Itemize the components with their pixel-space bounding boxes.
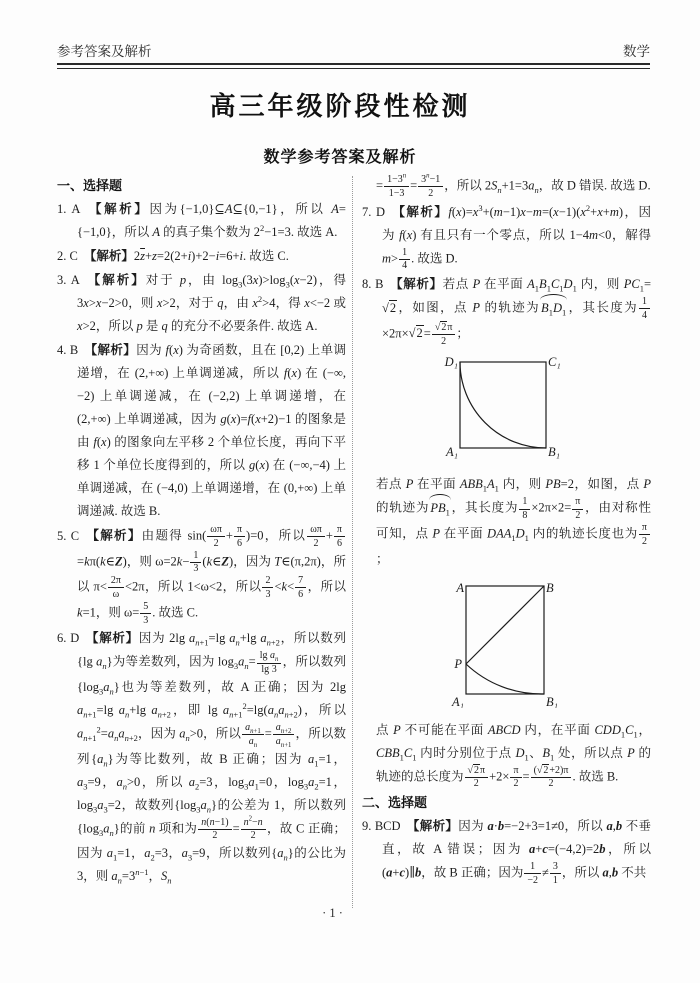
item-number-and-answer: 8. B [362, 277, 384, 292]
answer-item: 1. A 【解析】因为{−1,0}⊆A⊆{0,−1}，所以 A={−1,0}，所以 A 的真子集个数为 $2^2-1=3$. 故选 A. [57, 202, 346, 239]
right-column [362, 174, 651, 888]
answer-item: 9. BCD 【解析】因为 a·b=−2+3=1≠0，所以 a,b 不垂直，故 A 错误；因为 a+c=(−4,2)=2b，所以 (a+c)∥b，故 B 正确；因为 $\frac{1}{-2}$ ≠ $\frac{3}{1}$ ，所以 a,b 不共 [362, 819, 651, 886]
vertex-label: A₁ [445, 445, 458, 460]
answer-item: 8. B 【解析】若点 P 在平面 $A_1B_1C_1D_1$ 内，则 $PC_1=√2$，如图，点 P 的轨迹为$B_1D_1$，其长度为 $\frac{1}{4}$ ×2π×√2= $\frac{√2\pi}{2}$ ； [362, 277, 651, 347]
vertex-label: P [453, 656, 462, 671]
vertex-label: B₁ [545, 694, 558, 708]
vertex-label: B [545, 580, 554, 595]
item-number-and-answer: 9. BCD [362, 819, 401, 834]
item-number-and-answer: 6. D [57, 631, 80, 646]
rectangle-trajectory-diagram [422, 574, 592, 708]
answer-item: 6. D 【解析】因为 2lg $a_{n+1}=\lg$ $a_n+\lg$ $a_{n+2}$，所以数列{lg $a_n$}为等差数列，因为 $\log_3a_n=$ $\frac{\lg a_n}{\lg 3}$ ，所以数列$\{\log_3a_n\}$也为等差数列，故 A 正确；因为 2lg $a_{n+1}=\lg$ $a_n+\lg$ $a_{n+2}$，即 $\lg a_{n+1}^2=\lg(a_na_{n+2})$，所以 $a_{n+1}^2=a_na_{n+2}$，因为 $a_n>0$，所以 $\frac{a_{n+1}}{a_n}$ = $\frac{a_{n+2}}{a_{n+1}}$ ，所以数列$\{a_n\}$为等比数列，故 B 正确；因为 $a_1=1$，$a_3=9$，$a_n>0$，所以 $a_2=3$，$\log_3a_1=0$，$\log_3a_2=1$，$\log_3a_3=2$，故数列$\{\log_3a_n\}$的公差为 1，所以数列$\{\log_3a_n\}$的前 n 项和为 $\frac{n(n-1)}{2}$ = $\frac{n^2-n}{2}$ ，故 C 正确；因为 $a_1=1$，$a_2=3$，$a_3=9$，所以数列$\{a_n\}$的公比为 3，则 $a_n=3^{n-1}$，$S_n$ [57, 631, 347, 886]
vertex-label: A₁ [451, 694, 464, 708]
vertex-label: D₁ [444, 355, 458, 370]
section-heading: 二、选择题 [362, 795, 428, 811]
answer-item: 3. A 【解析】对于 p，由 $\log_3(3x)>\log_3(x-2)$，得 3x>x−2>0，则 x>2，对于 q，由 $x^2>4$，得 x<−2 或 x>2，所以 p 是 q 的充分不必要条件. 故选 A. [57, 273, 346, 333]
item-number-and-answer: 3. A [57, 273, 80, 287]
item-number-and-answer: 4. B [57, 343, 79, 357]
header-right-text: 数学 [623, 44, 650, 59]
vertex-label: B₁ [547, 445, 560, 460]
figure-block [362, 350, 651, 470]
answer-item: 4. B 【解析】因为 f(x) 为奇函数，且在 [0,2) 上单调递增，在 (2,+∞) 上单调递减，所以 f(x) 在 (−∞,−2) 上单调递减，在 (−2,2) 上单调递增，在 (2,+∞) 上单调递减，因为 g(x)=f(x+2)−1 的图象是由 f(x) 的图象向左平移 2 个单位长度，再向下平移 1 个单位长度得到的，所以 g(x) 在 (−∞,−4) 上单调递减，在 (−4,0) 上单调递增，在 (0,+∞) 上单调递减. 故选 B. [57, 343, 346, 518]
square-trajectory-diagram [422, 350, 592, 462]
item-number-and-answer: 1. A [57, 202, 81, 216]
answer-item: 7. D 【解析】$f(x)=x^3+(m-1)x-m=(x-1)(x^2+x+m)$，因为 f(x) 有且只有一个零点，所以 1−4m<0，解得 m> $\frac{1}{4}$ . 故选 D. [362, 202, 651, 272]
trajectory-arc [466, 586, 544, 664]
item-number-and-answer: 7. D [362, 204, 385, 219]
column-divider [352, 176, 353, 908]
vertex-label: A [455, 580, 464, 595]
answer-item: 2. C 【解析】$2\overline{z}+z=2(2+i)+2-i=6+i$. 故选 C. [57, 249, 289, 263]
header-double-rule [57, 63, 650, 69]
figure-outline [466, 586, 544, 694]
header-left-text: 参考答案及解析 [57, 44, 152, 59]
trajectory-arc [466, 664, 544, 694]
document-title: 高三年级阶段性检测 [209, 91, 471, 121]
page-number: · 1 · [322, 906, 343, 920]
item-continuation: = $\frac{1-3^n}{1-3}$ = $\frac{3^n-1}{2}$ ，所以 $2S_n+1=3a_n$，故 D 错误. 故选 D. [376, 172, 651, 199]
item-continuation: 点 P 不可能在平面 ABCD 内，在平面 $CDD_1C_1$，$CBB_1C_1$ 内时分别位于点 $D_1$、$B_1$ 处，所以点 P 的轨迹的总长度为 $\frac{√2\pi}{2}$ +2× $\frac{\pi}{2}$ = $\frac{(√2+2)\pi}{2}$ . 故选 B. [376, 722, 651, 790]
vertex-label: C₁ [547, 355, 561, 370]
item-number-and-answer: 5. C [57, 528, 80, 543]
left-column [57, 174, 346, 889]
figure-outline [460, 362, 546, 448]
section-heading: 一、选择题 [57, 178, 123, 193]
page-header [57, 40, 650, 60]
item-continuation: 若点 P 在平面 $ABB_1A_1$ 内，则 PB=2，如图，点 P 的轨迹为$PB_1$，其长度为 $\frac{1}{8}$ ×2π×2= $\frac{\pi}{2}$ ，由对称性可知，点 P 在平面 $DAA_1D_1$ 内的轨迹长度也为 $\frac{\pi}{2}$ ； [376, 477, 651, 566]
figure-block [362, 574, 651, 716]
trajectory-arc [460, 362, 546, 448]
item-number-and-answer: 2. C [57, 249, 78, 263]
answer-item: 5. C 【解析】由题得 sin( $\frac{\omega\pi}{2}$ + $\frac{\pi}{6}$ )=0，所以 $\frac{\omega\pi}{2}$ + $\frac{\pi}{6}$ =kπ(k∈Z)，则 ω=2k− $\frac{1}{3}$ (k∈Z)，因为 T∈(π,2π)，所以 π< $\frac{2\pi}{\omega}$ <2π，所以 1<ω<2，所以 $\frac{2}{3}$ <k< $\frac{7}{6}$ ，所以 k=1，则 ω= $\frac{5}{3}$ . 故选 C. [57, 524, 346, 626]
document-subtitle: 数学参考答案及解析 [263, 149, 417, 166]
